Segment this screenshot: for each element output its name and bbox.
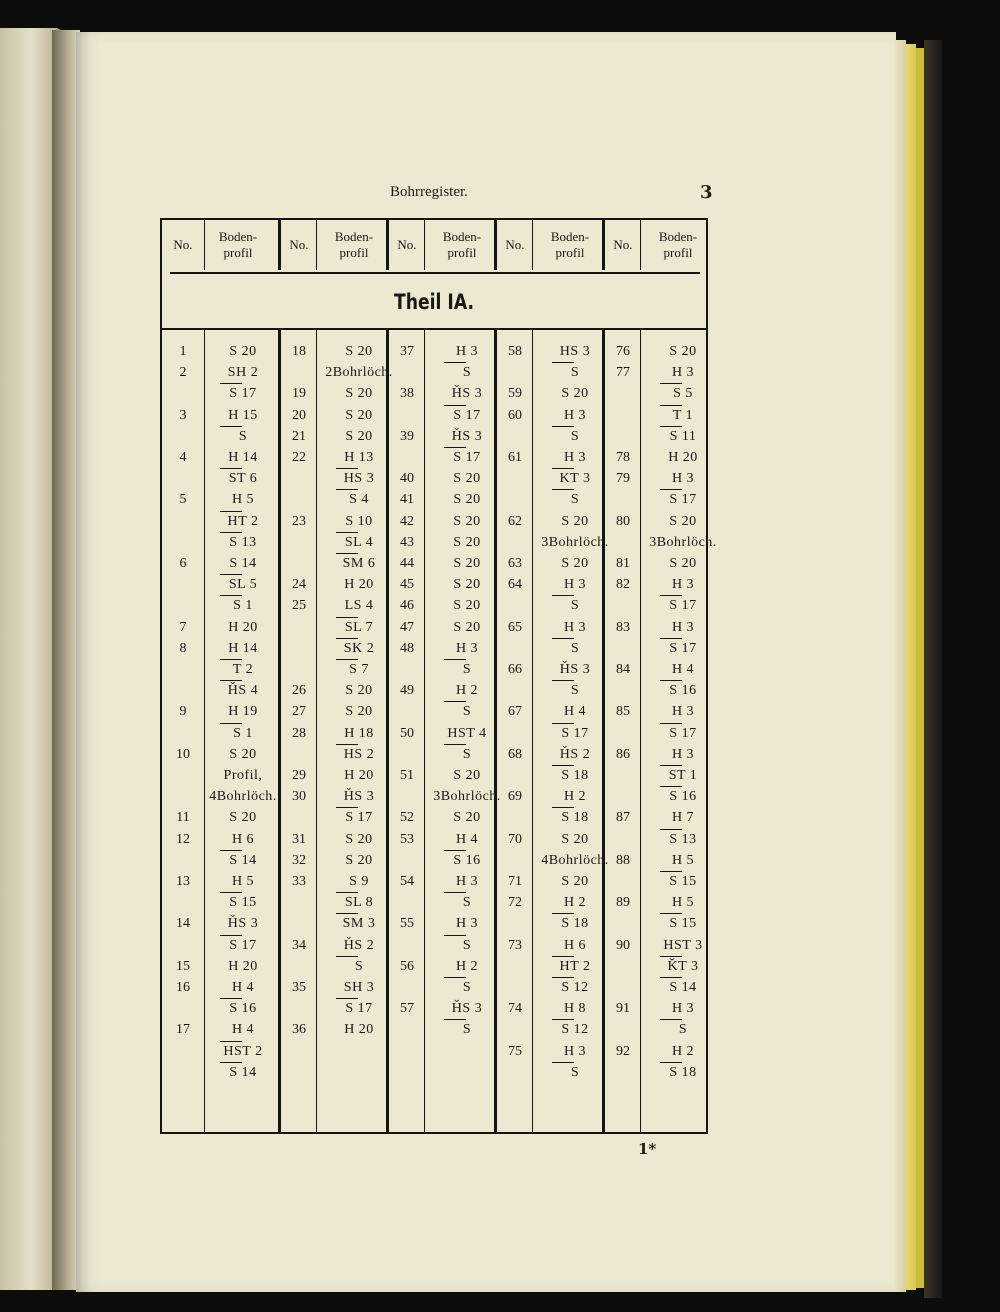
profile-line: S 13	[669, 831, 697, 847]
profile-line: H 14	[228, 640, 258, 656]
profile-line: S 7	[349, 662, 369, 677]
profile-line: S 14	[229, 1064, 257, 1080]
profile-line: H 3	[455, 916, 479, 932]
entry-number: 54	[400, 874, 414, 889]
profile-line: S 17	[229, 937, 257, 953]
profile-line: S 9	[349, 874, 369, 889]
entry-number: 73	[508, 937, 522, 953]
profile-line: HS 2	[343, 746, 375, 762]
profile-line: 2Bohrlöch.	[325, 365, 393, 381]
profile-line: S 18	[669, 1064, 697, 1080]
profile-line: S	[570, 1064, 580, 1080]
entry-number: 13	[176, 874, 190, 889]
profile-line: H 3	[563, 619, 587, 635]
profile-line: LS 4	[344, 598, 374, 614]
profile-line: S	[570, 428, 580, 444]
entry-number: 22	[292, 450, 306, 465]
entry-number: 68	[508, 746, 522, 762]
profile-line: S 5	[673, 386, 693, 402]
entry-number: 5	[179, 492, 187, 508]
entry-number: 39	[400, 428, 414, 444]
profile-line: S 20	[345, 407, 373, 423]
profile-line: H 2	[671, 1043, 695, 1059]
entry-number: 87	[616, 810, 630, 826]
profile-line: H 3	[563, 577, 587, 593]
profile-line: S 14	[229, 556, 257, 571]
profile-line: ȞS 2	[343, 937, 375, 953]
page-block-edge-yellow-dark	[916, 48, 924, 1288]
entry-number: 32	[292, 852, 306, 868]
profile-line: H 4	[231, 1022, 255, 1038]
profile-line: S 20	[345, 344, 373, 359]
profile-line: H 3	[455, 874, 479, 889]
profile-line: SH 2	[227, 365, 259, 381]
profile-line: H 2	[563, 895, 587, 911]
header-no: No.	[397, 237, 417, 252]
profile-line: S 20	[453, 810, 481, 826]
profile-line: 3Bohrlöch.	[541, 534, 609, 550]
profile-line: HT 2	[559, 958, 591, 974]
profile-line: H 3	[563, 407, 587, 423]
entry-number: 27	[292, 704, 306, 720]
profile-line: HST 3	[663, 937, 703, 953]
profile-line: H 5	[671, 895, 695, 911]
entry-number: 21	[292, 428, 306, 444]
entry-number: 14	[176, 916, 190, 932]
profile-line: H 3	[455, 640, 479, 656]
entry-number: 33	[292, 874, 306, 889]
profile-line: SL 8	[344, 895, 374, 911]
entry-number: 24	[292, 577, 306, 593]
profile-line: S 20	[345, 428, 373, 444]
profile-line: H 20	[344, 577, 374, 593]
entry-number: 86	[616, 746, 630, 762]
entry-number: 92	[616, 1043, 630, 1059]
column-divider	[640, 220, 641, 270]
column-divider	[386, 220, 389, 270]
profile-line: S 20	[453, 598, 481, 614]
profile-line: H 3	[563, 1043, 587, 1059]
profile-line: S 15	[669, 916, 697, 932]
header-profile: Boden- profil	[218, 229, 258, 260]
entry-number: 1	[179, 344, 187, 359]
profile-line: S 20	[561, 386, 589, 402]
profile-line: S	[570, 640, 580, 656]
profile-line: S 20	[561, 874, 589, 889]
profile-line: 4Bohrlöch.	[541, 852, 609, 868]
entry-number: 50	[400, 725, 414, 741]
profile-line: T 2	[232, 662, 254, 677]
column-divider	[532, 220, 533, 270]
profile-line: S	[238, 428, 248, 444]
profile-line: S	[570, 598, 580, 614]
profile-line: HST 2	[223, 1043, 263, 1059]
profile-line: S 20	[453, 619, 481, 635]
profile-line: S 20	[229, 344, 257, 359]
entry-number: 3	[179, 407, 187, 423]
profile-line: H 19	[228, 704, 258, 720]
entry-number: 31	[292, 831, 306, 847]
entry-number: 28	[292, 725, 306, 741]
entry-number: 20	[292, 407, 306, 423]
profile-line: HS 3	[343, 471, 375, 487]
profile-line: S 15	[669, 874, 697, 889]
profile-line: S 20	[345, 831, 373, 847]
entry-number: 40	[400, 471, 414, 487]
running-head: Bohrregister.	[390, 184, 468, 200]
entry-number: 59	[508, 386, 522, 402]
profile-line: S 1	[233, 725, 253, 741]
profile-line: S	[354, 958, 364, 974]
profile-line: H 20	[344, 1022, 374, 1038]
profile-line: S 20	[453, 556, 481, 571]
profile-line: H 20	[668, 450, 698, 465]
header-profile: Boden- profil	[550, 229, 590, 260]
profile-line: S 17	[669, 640, 697, 656]
profile-line: S 12	[561, 1022, 589, 1038]
entry-number: 30	[292, 789, 306, 805]
entry-number: 6	[179, 556, 187, 571]
profile-line: H 14	[228, 450, 258, 465]
entry-number: 29	[292, 768, 306, 783]
entry-number: 41	[400, 492, 414, 508]
entry-number: 7	[179, 619, 187, 635]
profile-line: H 15	[228, 407, 258, 423]
entry-number: 25	[292, 598, 306, 614]
entry-number: 67	[508, 704, 522, 720]
profile-line: H 3	[671, 1001, 695, 1017]
entry-number: 36	[292, 1022, 306, 1038]
entry-number: 72	[508, 895, 522, 911]
entry-number: 38	[400, 386, 414, 402]
entry-number: 18	[292, 344, 306, 359]
entry-number: 58	[508, 344, 522, 359]
entry-number: 91	[616, 1001, 630, 1017]
profile-line: SM 6	[342, 556, 376, 571]
entry-number: 2	[179, 365, 187, 381]
entry-number: 90	[616, 937, 630, 953]
profile-line: H 5	[231, 492, 255, 508]
profile-line: S 18	[561, 810, 589, 826]
profile-line: ȞS 3	[343, 789, 375, 805]
profile-line: S	[462, 704, 472, 720]
profile-line: S	[570, 365, 580, 381]
profile-line: H 3	[671, 619, 695, 635]
entry-number: 42	[400, 513, 414, 529]
entry-number: 4	[179, 450, 187, 465]
signature-mark: 1*	[638, 1140, 657, 1158]
profile-line: S 15	[229, 895, 257, 911]
profile-line: S	[570, 492, 580, 508]
entry-number: 44	[400, 556, 414, 571]
profile-line: H 7	[671, 810, 695, 826]
section-rule	[162, 328, 706, 330]
profile-line: S	[462, 662, 472, 677]
borehole-register-table	[160, 218, 717, 1134]
profile-line: S 13	[229, 534, 257, 550]
profile-line: ȞS 3	[559, 662, 591, 677]
entry-number: 56	[400, 958, 414, 974]
entry-number: 52	[400, 810, 414, 826]
entry-number: 47	[400, 619, 414, 635]
profile-line: HST 4	[447, 725, 487, 741]
profile-line: S 20	[453, 768, 481, 783]
entry-number: 70	[508, 831, 522, 847]
entry-number: 48	[400, 640, 414, 656]
profile-line: S 20	[229, 810, 257, 826]
profile-line: H 6	[563, 937, 587, 953]
profile-line: S	[678, 1022, 688, 1038]
profile-line: ȞS 3	[227, 916, 259, 932]
profile-line: T 1	[672, 407, 694, 423]
profile-line: H 5	[671, 852, 695, 868]
entry-number: 8	[179, 640, 187, 656]
entry-number: 19	[292, 386, 306, 402]
entry-number: 34	[292, 937, 306, 953]
profile-line: S	[462, 895, 472, 911]
entry-number: 35	[292, 980, 306, 995]
entry-number: 57	[400, 1001, 414, 1017]
entry-number: 51	[400, 768, 414, 783]
entry-number: 26	[292, 683, 306, 699]
profile-line: H 2	[455, 958, 479, 974]
profile-line: H 3	[671, 471, 695, 487]
profile-line: H 13	[344, 450, 374, 465]
profile-line: ȞS 2	[559, 746, 591, 762]
profile-line: HT 2	[227, 513, 259, 529]
entry-number: 78	[616, 450, 630, 465]
profile-line: ȞS 3	[451, 428, 483, 444]
profile-line: 3Bohrlöch.	[433, 789, 501, 805]
entry-number: 61	[508, 450, 522, 465]
profile-line: S 17	[669, 492, 697, 508]
profile-line: S	[462, 1022, 472, 1038]
profile-line: SM 3	[342, 916, 376, 932]
entry-number: 17	[176, 1022, 190, 1038]
profile-line: S 20	[453, 534, 481, 550]
profile-line: H 2	[563, 789, 587, 805]
profile-line: S 17	[345, 1001, 373, 1017]
profile-line: 4Bohrlöch.	[209, 789, 277, 805]
header-profile: Boden- profil	[442, 229, 482, 260]
profile-line: S 18	[561, 768, 589, 783]
entry-number: 77	[616, 365, 630, 381]
entry-number: 63	[508, 556, 522, 571]
profile-line: SL 5	[228, 577, 258, 593]
entry-number: 49	[400, 683, 414, 699]
profile-line: S 17	[229, 386, 257, 402]
profile-line: H 20	[228, 619, 258, 635]
header-no: No.	[505, 237, 525, 252]
entry-number: 85	[616, 704, 630, 720]
entry-number: 88	[616, 852, 630, 868]
entry-number: 43	[400, 534, 414, 550]
profile-line: H 18	[344, 725, 374, 741]
page-number: 3	[700, 182, 713, 203]
profile-line: S 20	[453, 513, 481, 529]
entry-number: 81	[616, 556, 630, 571]
profile-line: SL 4	[344, 534, 374, 550]
profile-line: S 14	[229, 852, 257, 868]
profile-line: ǨT 3	[667, 958, 699, 974]
profile-line: ȞS 3	[451, 386, 483, 402]
section-title: Theil IA.	[393, 290, 475, 314]
entry-number: 64	[508, 577, 522, 593]
profile-line: S 17	[345, 810, 373, 826]
profile-line: S 20	[345, 852, 373, 868]
profile-line: S 20	[453, 471, 481, 487]
profile-line: S 16	[669, 789, 697, 805]
profile-line: S 12	[561, 980, 589, 995]
column-divider	[316, 220, 317, 270]
profile-line: H 3	[563, 450, 587, 465]
profile-line: S 18	[561, 916, 589, 932]
entry-number: 75	[508, 1043, 522, 1059]
entry-number: 12	[176, 831, 190, 847]
profile-line: S 20	[345, 704, 373, 720]
profile-line: S 14	[669, 980, 697, 995]
entry-number: 74	[508, 1001, 522, 1017]
entry-number: 23	[292, 513, 306, 529]
profile-line: S 20	[345, 386, 373, 402]
entry-number: 62	[508, 513, 522, 529]
column-divider	[494, 220, 497, 270]
profile-line: H 3	[671, 746, 695, 762]
profile-line: KT 3	[559, 471, 591, 487]
header-rule	[170, 272, 700, 274]
header-profile: Boden- profil	[658, 229, 698, 260]
profile-line: S	[462, 746, 472, 762]
column-divider	[602, 220, 605, 270]
profile-line: S 20	[669, 556, 697, 571]
entry-number: 45	[400, 577, 414, 593]
profile-line: S 20	[669, 344, 697, 359]
page-block-edge-yellow	[906, 44, 916, 1290]
entry-number: 9	[179, 704, 187, 720]
entry-number: 76	[616, 344, 630, 359]
entry-number: 69	[508, 789, 522, 805]
entry-number: 60	[508, 407, 522, 423]
profile-line: H 3	[671, 365, 695, 381]
profile-line: S	[462, 365, 472, 381]
profile-line: S 16	[229, 1001, 257, 1017]
entry-number: 84	[616, 662, 630, 677]
profile-line: H 20	[344, 768, 374, 783]
profile-line: Profil,	[223, 768, 263, 783]
profile-line: S 20	[561, 831, 589, 847]
entry-number: 80	[616, 513, 630, 529]
column-divider	[278, 220, 281, 270]
profile-line: 3Bohrlöch.	[649, 534, 717, 550]
profile-line: S	[462, 937, 472, 953]
entry-number: 37	[400, 344, 414, 359]
header-profile: Boden- profil	[334, 229, 374, 260]
entry-number: 46	[400, 598, 414, 614]
profile-line: H 4	[563, 704, 587, 720]
profile-line: HS 3	[559, 344, 591, 359]
table-header	[162, 220, 706, 270]
entry-number: 89	[616, 895, 630, 911]
profile-line: S 20	[669, 513, 697, 529]
profile-line: S 10	[345, 513, 373, 529]
profile-line: S	[570, 683, 580, 699]
profile-line: S 17	[561, 725, 589, 741]
profile-line: SH 3	[343, 980, 375, 995]
entry-number: 71	[508, 874, 522, 889]
page-block-edge	[894, 40, 906, 1292]
entry-number: 55	[400, 916, 414, 932]
profile-line: S 17	[669, 598, 697, 614]
profile-line: H 6	[231, 831, 255, 847]
entry-number: 65	[508, 619, 522, 635]
profile-line: S 17	[453, 407, 481, 423]
header-no: No.	[613, 237, 633, 252]
profile-line: S 11	[669, 428, 697, 444]
profile-line: H 3	[671, 577, 695, 593]
profile-line: H 20	[228, 958, 258, 974]
entry-number: 15	[176, 958, 190, 974]
profile-line: S 16	[669, 683, 697, 699]
profile-line: S 20	[345, 683, 373, 699]
entry-number: 10	[176, 746, 190, 762]
profile-line: S 16	[453, 852, 481, 868]
header-no: No.	[173, 237, 193, 252]
entry-number: 16	[176, 980, 190, 995]
profile-line: H 3	[671, 704, 695, 720]
profile-line: ST 1	[668, 768, 698, 783]
profile-line: H 4	[231, 980, 255, 995]
profile-line: ȞS 4	[227, 683, 259, 699]
profile-line: S 1	[233, 598, 253, 614]
profile-line: H 8	[563, 1001, 587, 1017]
profile-line: S 20	[453, 492, 481, 508]
profile-line: S 20	[561, 513, 589, 529]
profile-line: ST 6	[228, 471, 258, 487]
book-cover-edge	[924, 40, 942, 1298]
profile-line: S 20	[453, 577, 481, 593]
profile-line: H 3	[455, 344, 479, 359]
entry-number: 11	[176, 810, 190, 826]
profile-line: S 20	[229, 746, 257, 762]
entry-number: 83	[616, 619, 630, 635]
profile-line: S	[462, 980, 472, 995]
profile-line: H 2	[455, 683, 479, 699]
column-divider	[424, 220, 425, 270]
profile-line: H 4	[455, 831, 479, 847]
entry-number: 79	[616, 471, 630, 487]
column-divider	[204, 220, 205, 270]
profile-line: S 20	[561, 556, 589, 571]
profile-line: S 17	[453, 450, 481, 465]
profile-line: H 4	[671, 662, 695, 677]
profile-line: ȞS 3	[451, 1001, 483, 1017]
entry-number: 66	[508, 662, 522, 677]
profile-line: S 4	[349, 492, 369, 508]
profile-line: SL 7	[344, 619, 374, 635]
header-no: No.	[289, 237, 309, 252]
profile-line: S 17	[669, 725, 697, 741]
profile-line: H 5	[231, 874, 255, 889]
entry-number: 53	[400, 831, 414, 847]
entry-number: 82	[616, 577, 630, 593]
profile-line: SK 2	[343, 640, 375, 656]
